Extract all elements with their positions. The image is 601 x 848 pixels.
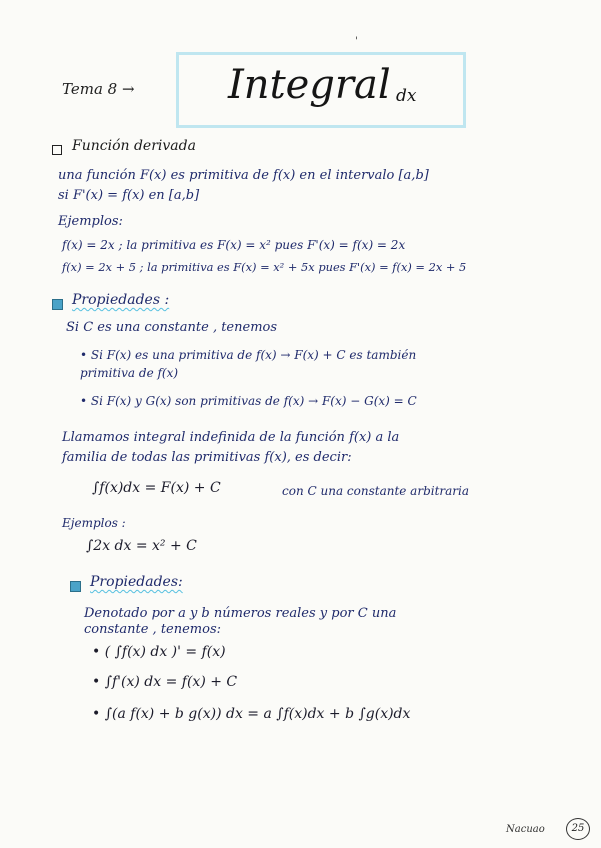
examples-label: Ejemplos: — [58, 214, 123, 229]
section-heading-propiedades: Propiedades : — [72, 292, 170, 308]
example-line: ∫2x dx = x² + C — [86, 538, 197, 554]
title-dx: dx — [396, 86, 417, 106]
section-heading-propiedades-2: Propiedades: — [90, 574, 183, 590]
tema-label: Tema 8 → — [62, 80, 135, 98]
property-line: • ∫(a f(x) + b g(x)) dx = a ∫f(x)dx + b ∫g(x)dx — [92, 706, 411, 722]
integral-formula: ∫f(x)dx = F(x) + C — [92, 480, 221, 496]
page-number: 25 — [566, 818, 590, 840]
formula-note: con C una constante arbitraria — [282, 484, 470, 498]
text-line: Denotado por a y b números reales y por C una — [84, 606, 397, 621]
checkbox-filled-icon — [70, 581, 81, 592]
example-line: f(x) = 2x ; la primitiva es F(x) = x² pues F'(x) = f(x) = 2x — [62, 238, 406, 252]
bullet-line: • Si F(x) es una primitiva de f(x) → F(x) + C es también — [80, 348, 417, 362]
footer-label: Nacuao — [506, 824, 545, 835]
text-line: constante , tenemos: — [84, 622, 222, 637]
ink-dot: ' — [355, 36, 358, 47]
section-heading-funcion-derivada: Función derivada — [72, 138, 196, 154]
property-line: • ∫f'(x) dx = f(x) + C — [92, 674, 238, 690]
examples-label: Ejemplos : — [62, 516, 126, 530]
bullet-line: • Si F(x) y G(x) son primitivas de f(x) → F(x) − G(x) = C — [80, 394, 417, 408]
text-line: una función F(x) es primitiva de f(x) en el intervalo [a,b] — [58, 168, 429, 183]
checkbox-icon — [52, 145, 62, 155]
property-line: • ( ∫f(x) dx )' = f(x) — [92, 644, 226, 660]
example-line: f(x) = 2x + 5 ; la primitiva es F(x) = x² + 5x pues F'(x) = f(x) = 2x + 5 — [62, 260, 467, 274]
text-line: Llamamos integral indefinida de la función f(x) a la — [62, 430, 400, 445]
text-line: Si C es una constante , tenemos — [66, 320, 278, 335]
text-line: familia de todas las primitivas f(x), es decir: — [62, 450, 352, 465]
checkbox-filled-icon — [52, 299, 63, 310]
bullet-line: primitiva de f(x) — [80, 366, 179, 380]
page-title: Integral — [228, 62, 391, 108]
text-line: si F'(x) = f(x) en [a,b] — [58, 188, 200, 203]
